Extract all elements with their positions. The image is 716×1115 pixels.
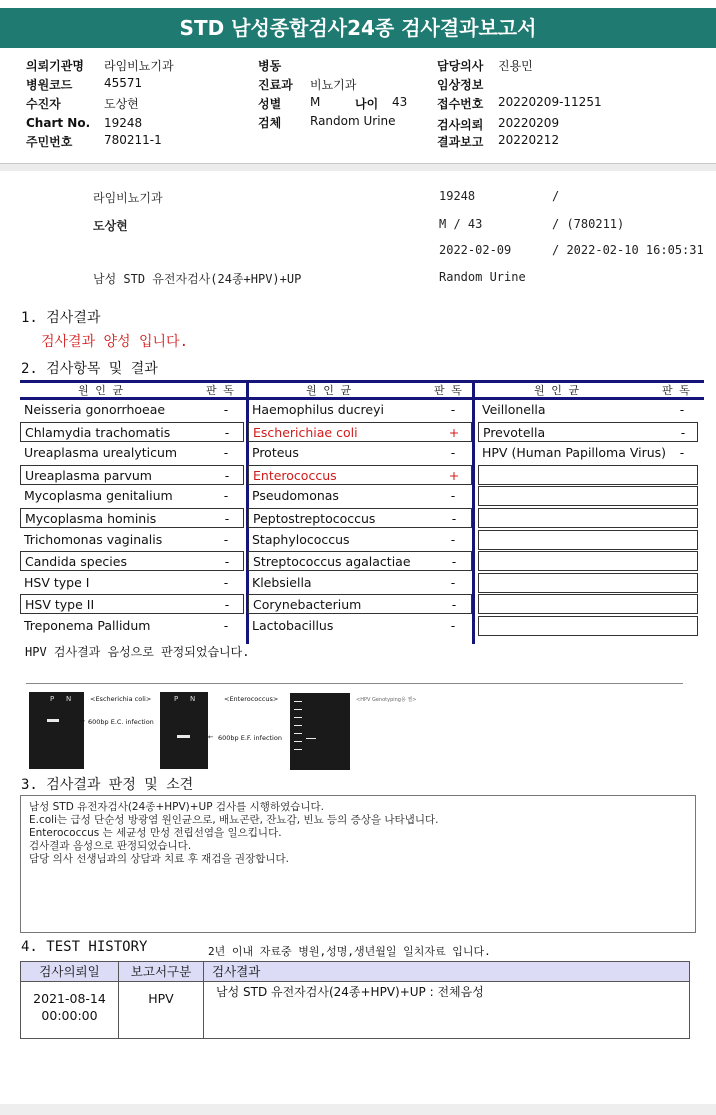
result-row: [20, 400, 244, 420]
result-row: [20, 422, 244, 442]
history-header-result: 검사결과: [204, 962, 689, 982]
history-header-type: 보고서구분: [119, 962, 203, 982]
summary-name: 도상현: [93, 219, 128, 233]
result-row: [478, 422, 698, 442]
report-date-value: 20220212: [498, 133, 560, 147]
ladder-band: [294, 741, 302, 742]
gel-panel2-title: <Enterococcus>: [224, 695, 279, 703]
request-date-value: 20220209: [498, 116, 560, 130]
organism-name: Ureaplasma urealyticum: [24, 445, 178, 461]
result-row: [20, 594, 244, 614]
result-row: [478, 486, 698, 506]
result-row: [20, 465, 244, 485]
sex-value: M: [310, 95, 321, 109]
id-number-value: 780211-1: [104, 133, 162, 147]
organism-result: -: [451, 511, 457, 526]
positive-result-message: 검사결과 양성 입니다.: [41, 334, 189, 350]
grid-header-result: 판 독: [434, 384, 462, 397]
opinion-line: Enterococcus 는 세균성 만성 전립선염을 일으킵니다.: [29, 827, 282, 839]
gel-band: [306, 738, 316, 739]
organism-name: Mycoplasma hominis: [25, 511, 157, 526]
gel-panel3-title: <HPV Genotyping용 젤>: [356, 697, 417, 703]
organism-name: Escherichiae coli: [253, 424, 358, 440]
result-row: [478, 594, 698, 614]
organism-name: Streptococcus agalactiae: [253, 554, 411, 570]
organism-name: HPV (Human Papilloma Virus): [482, 445, 667, 461]
organism-result: -: [223, 402, 229, 417]
organism-name: Neisseria gonorrhoeae: [24, 402, 166, 417]
patient-value: 도상현: [104, 97, 139, 111]
result-row: [20, 443, 244, 463]
organism-result: -: [223, 618, 229, 633]
clinical-info-label: 임상정보: [437, 78, 484, 92]
results-grid: [20, 380, 704, 644]
organism-name: Proteus: [252, 445, 299, 461]
result-row: [478, 443, 698, 463]
organism-name: Prevotella: [483, 424, 546, 440]
grid-column-divider: [472, 380, 475, 644]
id-number-label: 주민번호: [26, 135, 73, 149]
organism-name: Treponema Pallidum: [24, 618, 151, 633]
organism-name: Klebsiella: [252, 574, 312, 590]
clinic-label: 의뢰기관명: [26, 59, 84, 73]
age-label: 나이: [355, 97, 379, 111]
ladder-band: [294, 733, 302, 734]
organism-name: Ureaplasma parvum: [25, 467, 152, 483]
history-type: HPV: [148, 991, 174, 1006]
hospital-code-value: 45571: [104, 76, 143, 90]
result-row: [478, 551, 698, 571]
organism-name: Lactobacillus: [252, 618, 334, 633]
gel-image-3: [290, 693, 350, 770]
history-date: 2021-08-14: [33, 991, 106, 1006]
ladder-band: [294, 717, 302, 718]
department-label: 진료과: [258, 78, 293, 92]
lane-n-label: N: [190, 695, 196, 703]
result-row: [248, 551, 472, 571]
organism-result: -: [450, 445, 456, 461]
organism-result: -: [224, 424, 230, 440]
organism-name: Corynebacterium: [253, 597, 362, 613]
grid-header-organism: 원 인 균: [306, 384, 352, 397]
section4-heading: 4. TEST HISTORY: [21, 939, 148, 955]
summary-specimen: Random Urine: [439, 270, 526, 284]
history-note: 2년 이내 자료중 병원,성명,생년월일 일치자료 입니다.: [208, 945, 491, 958]
history-result: 남성 STD 유전자검사(24종+HPV)+UP : 전체음성: [216, 985, 484, 999]
organism-result: -: [224, 511, 230, 526]
organism-name: Mycoplasma genitalium: [24, 488, 173, 504]
organism-result: -: [680, 424, 686, 440]
organism-name: Enterococcus: [253, 467, 337, 483]
organism-result: -: [223, 445, 229, 461]
organism-result: -: [451, 597, 457, 613]
result-row: [248, 422, 472, 442]
organism-result: -: [451, 554, 457, 570]
organism-name: Chlamydia trachomatis: [25, 424, 171, 440]
organism-result: -: [224, 554, 230, 570]
result-row: [248, 594, 472, 614]
receipt-no-value: 20220209-11251: [498, 95, 602, 109]
doctor-label: 담당의사: [437, 59, 484, 73]
gel-image-1: [29, 692, 84, 769]
patient-label: 수진자: [26, 97, 61, 111]
summary-test-name: 남성 STD 유전자검사(24종+HPV)+UP: [93, 272, 302, 286]
gel-panel2-label: 600bp E.F. infection: [218, 734, 282, 742]
lane-p-label: P: [50, 695, 55, 703]
department-value: 비뇨기과: [310, 78, 357, 92]
organism-name: Peptostreptococcus: [253, 511, 376, 526]
result-row: [20, 508, 244, 528]
chart-no-value: 19248: [104, 116, 143, 130]
result-row: [478, 616, 698, 636]
result-row: [248, 573, 472, 593]
history-col-divider: [203, 962, 204, 1039]
summary-slash: /: [552, 189, 560, 203]
summary-sex-age: M / 43: [439, 217, 483, 231]
result-row: [20, 573, 244, 593]
specimen-label: 검체: [258, 116, 282, 130]
result-row: [20, 486, 244, 506]
organism-result: -: [450, 574, 456, 590]
opinion-line: E.coli는 급성 단순성 방광염 원인균으로, 배뇨곤란, 잔뇨감, 빈뇨 등의 증상을 나타냅니다.: [29, 814, 439, 826]
summary-request-date: 2022-02-09: [439, 243, 512, 257]
opinion-line: 검사결과 음성으로 판정되었습니다.: [29, 840, 192, 852]
arrow-left-icon: ←: [80, 717, 86, 725]
gel-image-2: [160, 692, 208, 769]
history-header-date: 검사의뢰일: [21, 962, 118, 982]
history-time: 00:00:00: [41, 1008, 98, 1023]
lane-n-label: N: [66, 695, 72, 703]
organism-name: Trichomonas vaginalis: [24, 531, 163, 547]
result-row: [248, 400, 472, 420]
header-divider: [0, 163, 716, 171]
organism-result: +: [448, 424, 460, 440]
clinic-value: 라임비뇨기과: [104, 59, 174, 73]
organism-result: -: [223, 488, 229, 504]
result-row: [478, 508, 698, 528]
result-row: [478, 400, 698, 420]
ladder-band: [294, 749, 302, 750]
sex-label: 성별: [258, 97, 282, 111]
organism-name: Pseudomonas: [252, 488, 339, 504]
request-date-label: 검사의뢰: [437, 118, 484, 132]
ladder-band: [294, 725, 302, 726]
organism-result: -: [223, 574, 229, 590]
hospital-code-label: 병원코드: [26, 78, 73, 92]
result-row: [248, 616, 472, 636]
result-row: [248, 486, 472, 506]
chart-no-label: Chart No.: [26, 116, 91, 130]
summary-birth: / (780211): [552, 217, 625, 231]
gel-panel1-label: 600bp E.C. infection: [88, 718, 154, 726]
organism-result: -: [450, 402, 456, 417]
organism-result: -: [679, 402, 685, 417]
organism-result: -: [224, 597, 230, 613]
result-row: [478, 530, 698, 550]
result-row: [478, 465, 698, 485]
opinion-line: 남성 STD 유전자검사(24종+HPV)+UP 검사를 시행하였습니다.: [29, 801, 325, 813]
result-row: [478, 573, 698, 593]
result-row: [20, 616, 244, 636]
hpv-note: HPV 검사결과 음성으로 판정되었습니다.: [25, 645, 250, 659]
result-row: [248, 530, 472, 550]
history-table: [20, 961, 690, 1039]
result-row: [248, 443, 472, 463]
arrow-left-icon: ←: [208, 733, 214, 741]
grid-header-result: 판 독: [662, 384, 690, 397]
gel-panel1-title: <Escherichia coli>: [90, 695, 152, 703]
ladder-band: [294, 701, 302, 702]
specimen-value: Random Urine: [310, 114, 396, 128]
organism-result: -: [224, 467, 230, 483]
opinion-line: 담당 의사 선생님과의 상담과 치료 후 재검을 권장합니다.: [29, 853, 289, 865]
result-row: [20, 530, 244, 550]
organism-name: Haemophilus ducreyi: [252, 402, 384, 417]
summary-chart-no: 19248: [439, 189, 476, 203]
organism-result: -: [450, 488, 456, 504]
ward-label: 병동: [258, 59, 282, 73]
section1-heading: 1. 검사결과: [21, 310, 101, 326]
footer-strip: [0, 1104, 716, 1115]
result-row: [248, 508, 472, 528]
gel-band: [177, 735, 190, 738]
organism-name: Candida species: [25, 554, 127, 570]
result-row: [248, 465, 472, 485]
grid-header-result: 판 독: [206, 384, 234, 397]
section3-heading: 3. 검사결과 판정 및 소견: [21, 777, 194, 793]
organism-name: Veillonella: [482, 402, 546, 417]
organism-result: -: [450, 531, 456, 547]
opinion-box: [20, 795, 696, 933]
grid-header-organism: 원 인 균: [534, 384, 580, 397]
section2-heading: 2. 검사항목 및 결과: [21, 361, 158, 377]
summary-report-datetime: / 2022-02-10 16:05:31: [552, 243, 704, 257]
lane-p-label: P: [174, 695, 179, 703]
organism-result: -: [223, 531, 229, 547]
organism-result: -: [679, 445, 685, 461]
gel-frame-line: [26, 683, 683, 684]
report-title: STD 남성종합검사24종 검사결과보고서: [0, 8, 716, 48]
organism-result: +: [448, 467, 460, 483]
organism-name: HSV type I: [24, 574, 90, 590]
summary-clinic: 라임비뇨기과: [93, 191, 163, 205]
doctor-value: 진용민: [498, 59, 533, 73]
organism-name: HSV type II: [25, 597, 95, 613]
report-date-label: 결과보고: [437, 135, 484, 149]
gel-band: [47, 719, 59, 722]
organism-name: Staphylococcus: [252, 531, 350, 547]
result-row: [20, 551, 244, 571]
grid-header-organism: 원 인 균: [78, 384, 124, 397]
organism-result: -: [450, 618, 456, 633]
receipt-no-label: 접수번호: [437, 97, 484, 111]
ladder-band: [294, 709, 302, 710]
age-value: 43: [392, 95, 408, 109]
